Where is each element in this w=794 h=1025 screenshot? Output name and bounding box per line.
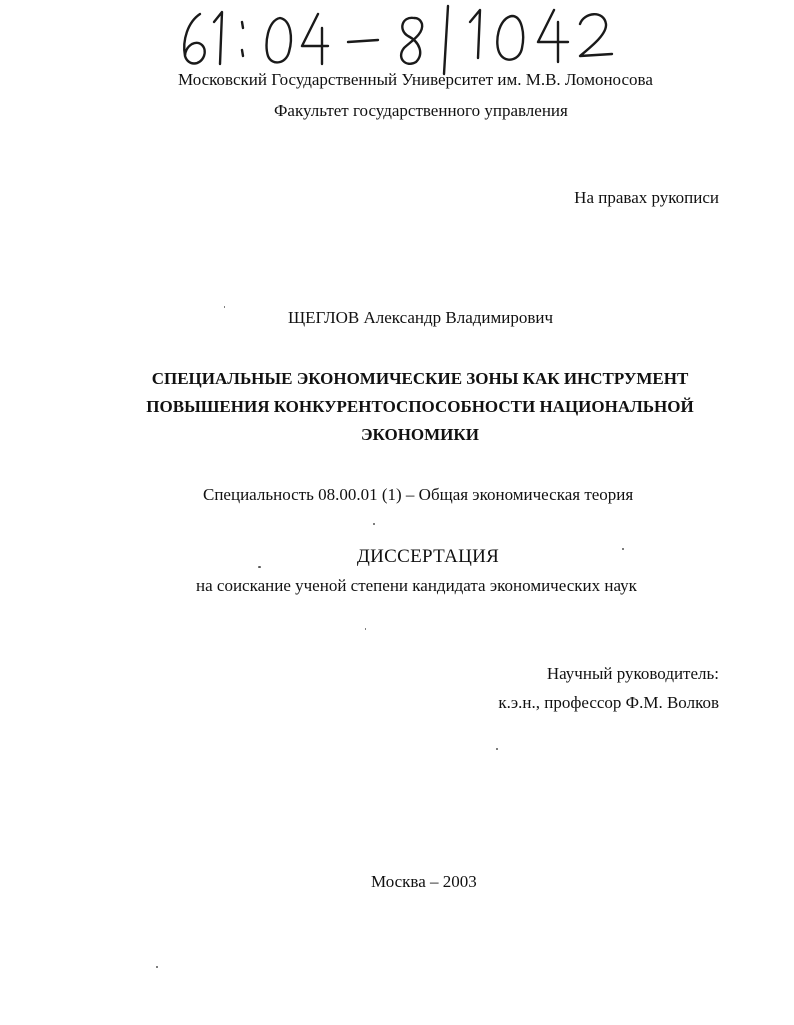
title-line: СПЕЦИАЛЬНЫЕ ЭКОНОМИЧЕСКИЕ ЗОНЫ КАК ИНСТРУМЕНТ [151, 369, 689, 388]
scan-speck [622, 548, 624, 550]
handwritten-code-drawing [176, 0, 636, 76]
specialty-line: Специальность 08.00.01 (1) – Общая экономическая теория [203, 485, 634, 504]
degree-line: на соискание ученой степени кандидата экономических наук [196, 576, 637, 595]
scan-speck [224, 306, 225, 308]
author-name: ЩЕГЛОВ Александр Владимирович [288, 308, 554, 327]
handwritten-archive-code [176, 0, 636, 76]
dissertation-type: ДИССЕРТАЦИЯ [356, 546, 500, 567]
scan-speck [156, 966, 158, 968]
manuscript-note: На правах рукописи [574, 188, 719, 207]
scan-speck [258, 566, 261, 568]
faculty-name: Факультет государственного управления [274, 101, 568, 120]
title-line: ПОВЫШЕНИЯ КОНКУРЕНТОСПОСОБНОСТИ НАЦИОНАЛЬНОЙ [146, 397, 694, 416]
city-year: Москва – 2003 [371, 872, 477, 891]
scan-speck [496, 748, 498, 750]
dissertation-title [60, 365, 780, 449]
scan-speck [365, 628, 366, 630]
university-name: Московский Государственный Университет им. М.В. Ломоносова [178, 70, 653, 89]
supervisor-name: к.э.н., профессор Ф.М. Волков [498, 693, 719, 712]
supervisor-label: Научный руководитель: [546, 664, 719, 683]
title-line: ЭКОНОМИКИ [361, 425, 479, 444]
scan-speck [373, 523, 375, 525]
